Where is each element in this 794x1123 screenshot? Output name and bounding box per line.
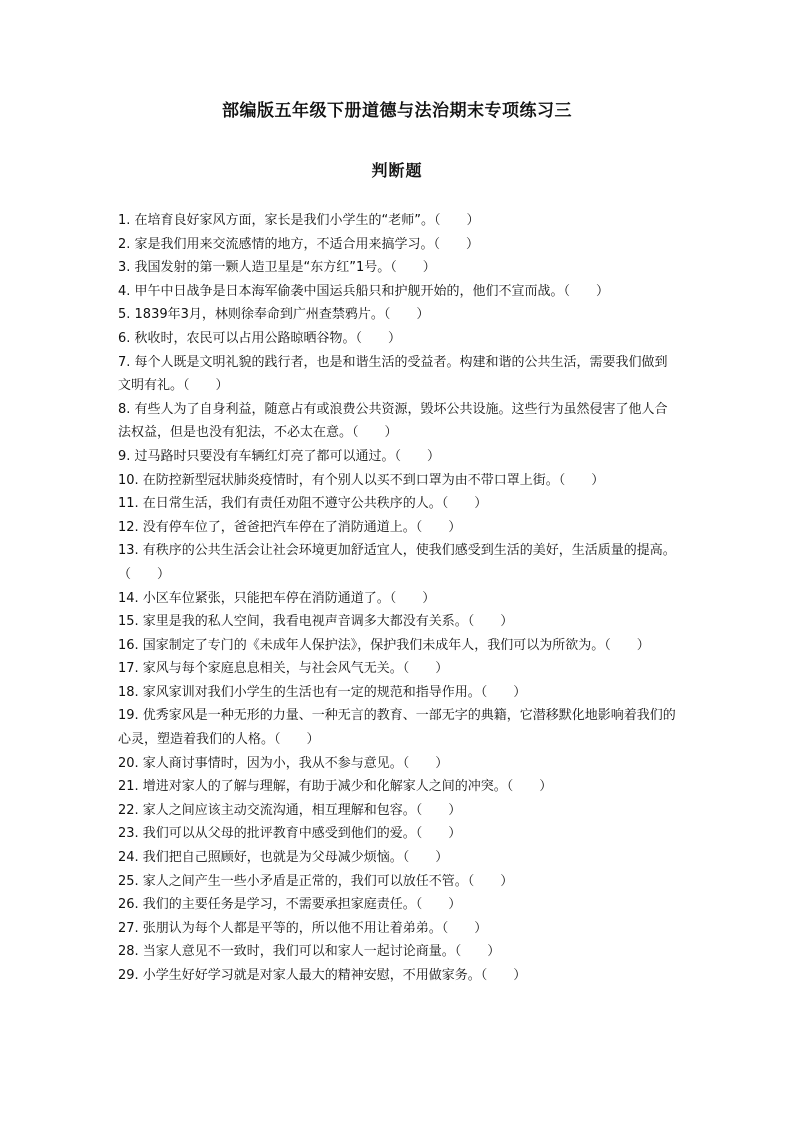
question-item: 2. 家是我们用来交流感情的地方，不适合用来搞学习。（ ） — [118, 236, 480, 252]
document-title: 部编版五年级下册道德与法治期末专项练习三 — [222, 101, 572, 121]
question-item: 15. 家里是我的私人空间，我看电视声音调多大都没有关系。（ ） — [118, 614, 514, 630]
question-item: 26. 我们的主要任务是学习，不需要承担家庭责任。（ ） — [118, 897, 462, 913]
question-item: 22. 家人之间应该主动交流沟通，相互理解和包容。（ ） — [118, 802, 462, 818]
question-item: 27. 张朋认为每个人都是平等的，所以他不用让着弟弟。（ ） — [118, 920, 488, 936]
question-item: 3. 我国发射的第一颗人造卫星是“东方红”1号。（ ） — [118, 260, 436, 276]
section-title: 判断题 — [371, 161, 423, 180]
question-item: 11. 在日常生活，我们有责任劝阻不遵守公共秩序的人。（ ） — [118, 496, 488, 512]
question-item: 29. 小学生好好学习就是对家人最大的精神安慰，不用做家务。（ ） — [118, 968, 527, 983]
question-item: 20. 家人商讨事情时，因为小，我从不参与意见。（ ） — [118, 755, 449, 771]
question-item: 23. 我们可以从父母的批评教育中感受到他们的爱。（ ） — [118, 826, 462, 842]
question-list — [118, 209, 678, 988]
question-item: 17. 家风与每个家庭息息相关，与社会风气无关。（ ） — [118, 661, 449, 677]
question-item: 4. 甲午中日战争是日本海军偷袭中国运兵船只和护舰开始的，他们不宣而战。（ ） — [118, 283, 610, 299]
question-item: 10. 在防控新型冠状肺炎疫情时，有个别人以买不到口罩为由不带口罩上街。（ ） — [118, 472, 605, 488]
question-item: 19. 优秀家风是一种无形的力量、一种无言的教育、一部无字的典籍，它潜移默化地影响着我们的心灵，塑造着我们的人格。（ ） — [118, 708, 676, 748]
question-item: 24. 我们把自己照顾好，也就是为父母减少烦恼。（ ） — [118, 850, 449, 866]
question-item: 7. 每个人既是文明礼貌的践行者，也是和谐生活的受益者。构建和谐的公共生活，需要我们做到文明有礼。（ ） — [118, 354, 668, 394]
question-item: 8. 有些人为了自身利益，随意占有或浪费公共资源，毁坏公共设施。这些行为虽然侵害了他人合法权益，但是也没有犯法，不必太在意。（ ） — [118, 401, 668, 441]
question-item: 12. 没有停车位了，爸爸把汽车停在了消防通道上。（ ） — [118, 519, 462, 535]
question-item: 21. 增进对家人的了解与理解，有助于减少和化解家人之间的冲突。（ ） — [118, 779, 553, 795]
question-item: 6. 秋收时，农民可以占用公路晾晒谷物。（ ） — [118, 330, 402, 346]
question-item: 28. 当家人意见不一致时，我们可以和家人一起讨论商量。（ ） — [118, 944, 501, 960]
question-item: 9. 过马路时只要没有车辆红灯亮了都可以通过。（ ） — [118, 448, 441, 464]
question-item: 18. 家风家训对我们小学生的生活也有一定的规范和指导作用。（ ） — [118, 684, 527, 700]
question-item: 1. 在培育良好家风方面，家长是我们小学生的“老师”。（ ） — [118, 213, 480, 228]
question-item: 13. 有秩序的公共生活会让社会环境更加舒适宜人，使我们感受到生活的美好，生活质量的提高。（ ） — [118, 543, 676, 582]
question-item: 14. 小区车位紧张，只能把车停在消防通道了。（ ） — [118, 590, 436, 606]
question-item: 16. 国家制定了专门的《未成年人保护法》，保护我们未成年人，我们可以为所欲为。（ ） — [118, 637, 650, 653]
question-item: 25. 家人之间产生一些小矛盾是正常的，我们可以放任不管。（ ） — [118, 873, 514, 889]
question-item: 5. 1839年3月，林则徐奉命到广州查禁鸦片。（ ） — [118, 307, 430, 323]
